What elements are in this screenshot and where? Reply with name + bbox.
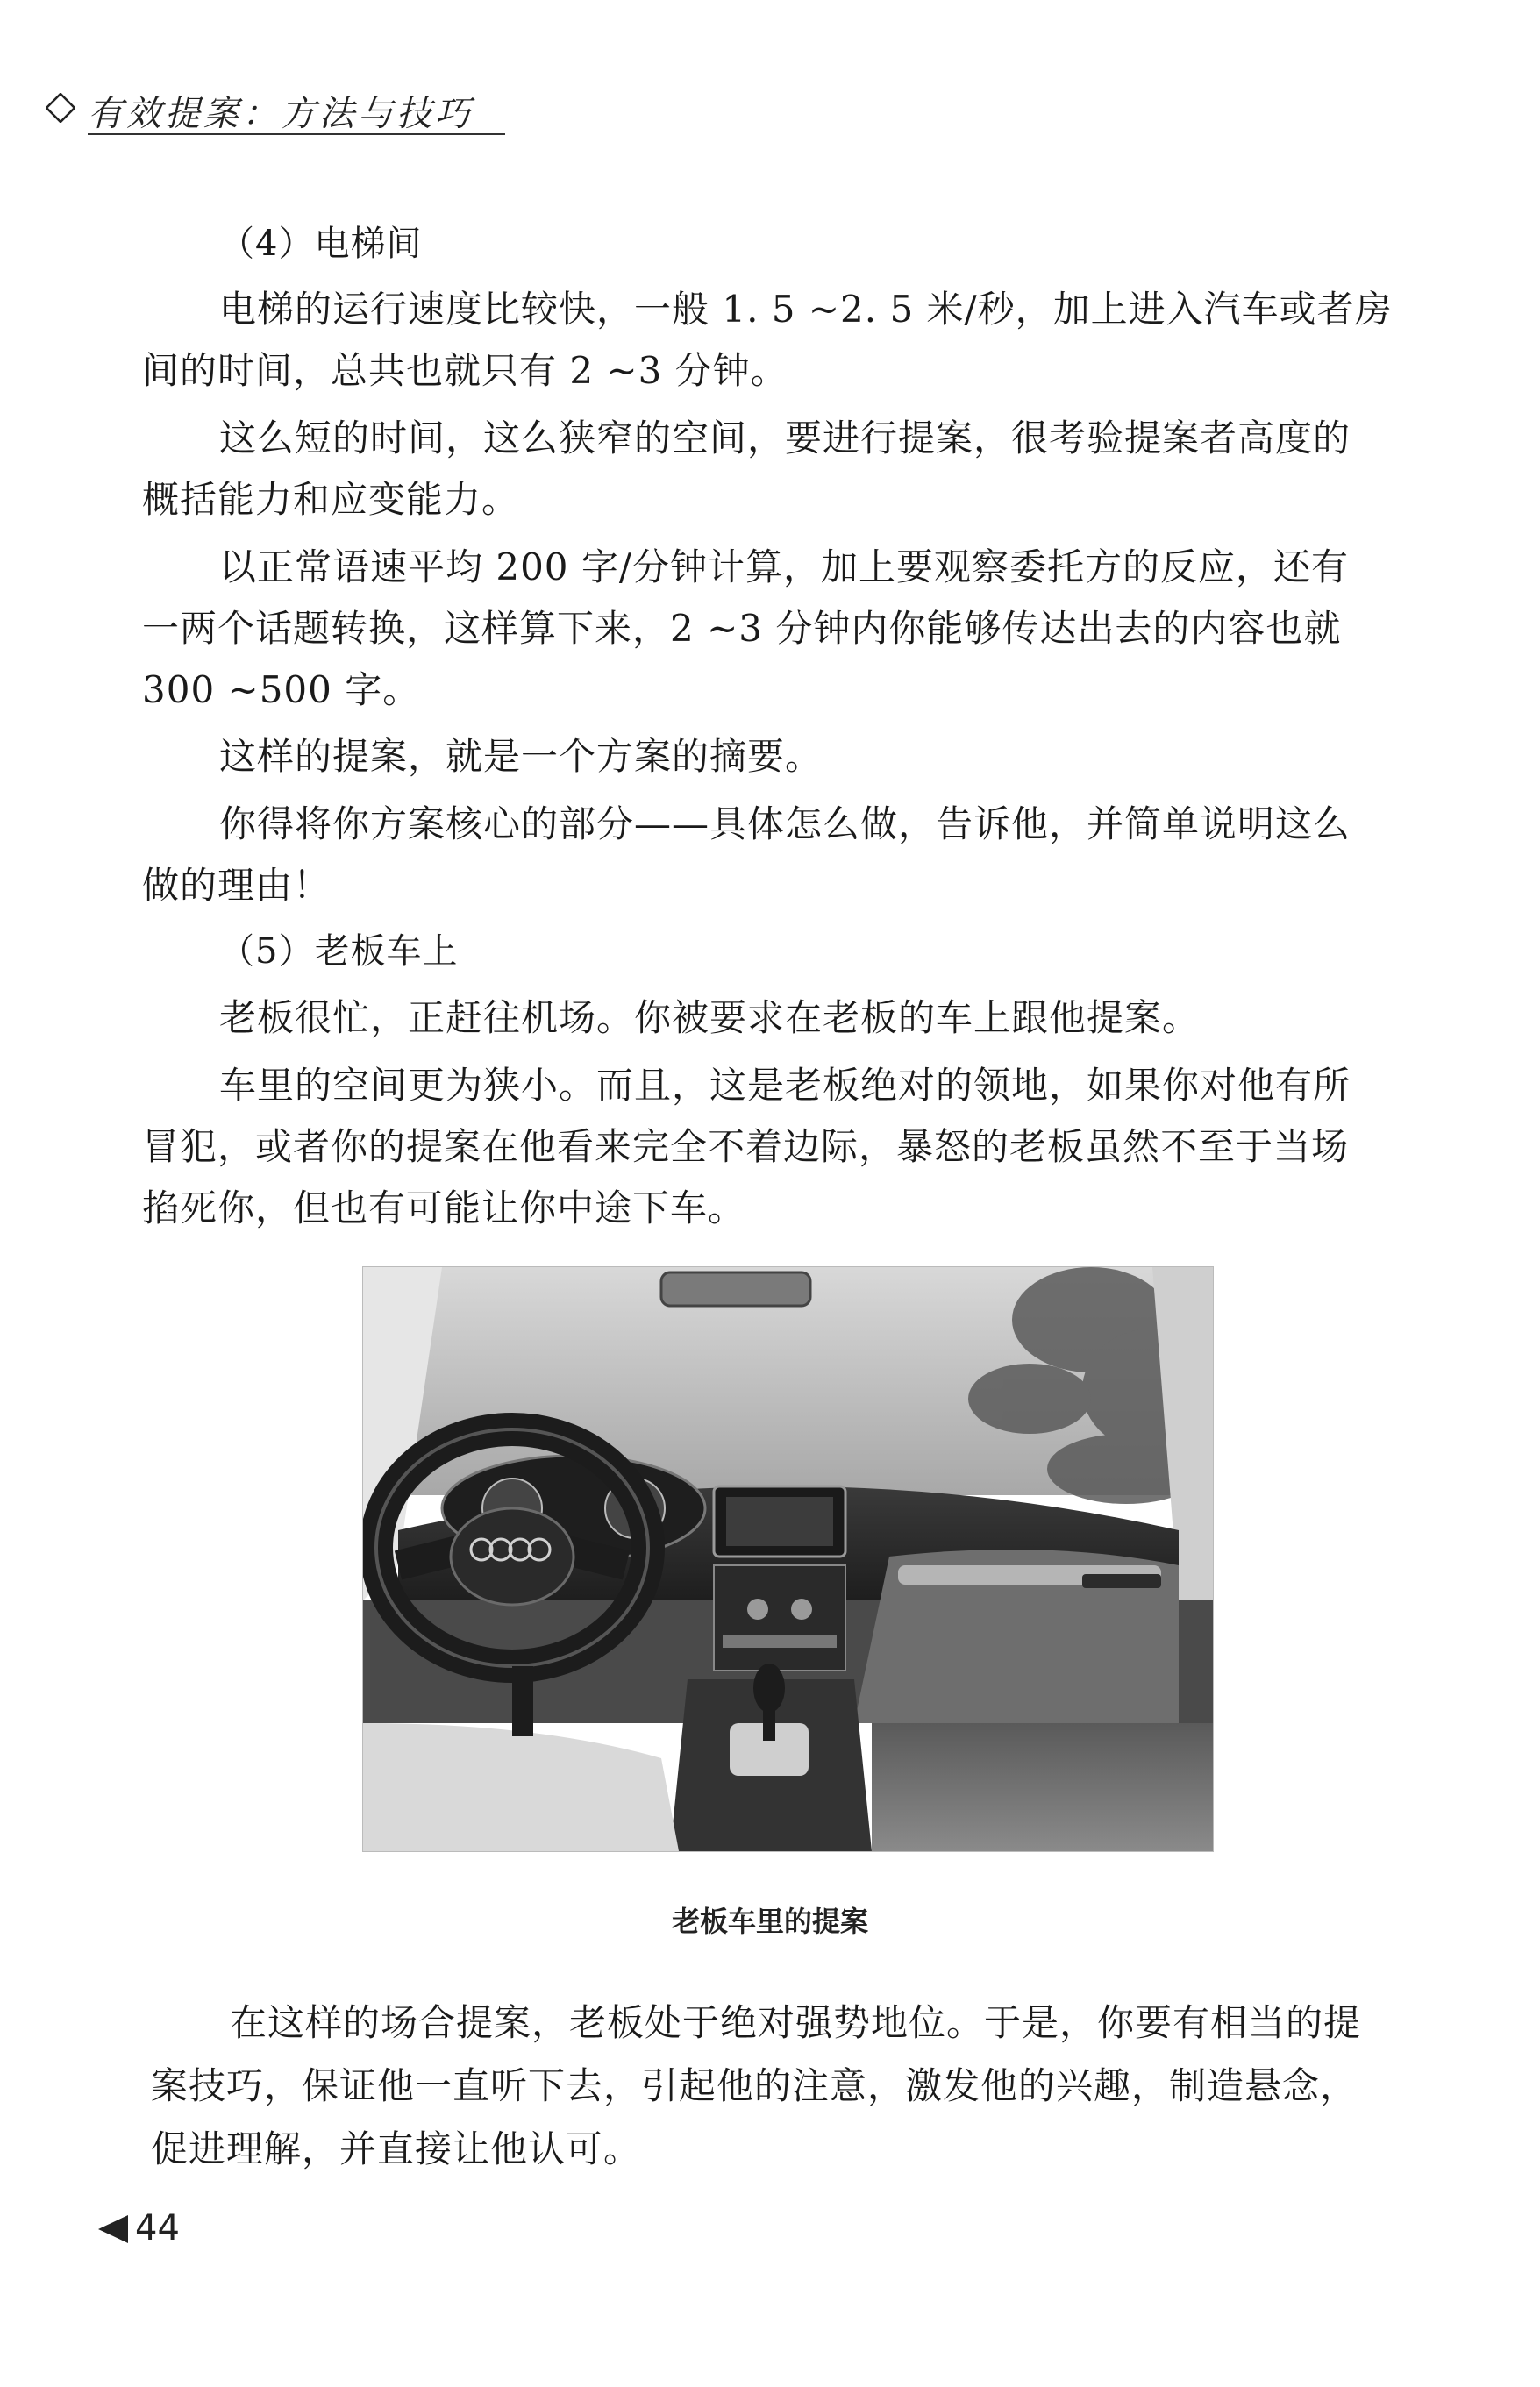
header-rule [88, 133, 505, 135]
paragraph-8 [230, 1992, 1510, 2054]
paragraph-line: 300 ~500 字。 [142, 668, 421, 711]
paragraph-1 [219, 279, 1500, 340]
paragraph-line: 你得将你方案核心的部分——具体怎么做，告诉他，并简单说明这么 [219, 802, 1351, 845]
paragraph-line: 以正常语速平均 200 字/分钟计算，加上要观察委托方的反应，还有 [219, 545, 1350, 588]
paragraph-line: 促进理解，并直接让他认可。 [151, 2127, 642, 2170]
paragraph-line: 做的理由！ [142, 864, 332, 907]
left-triangle-icon [98, 2215, 128, 2243]
paragraph-3-cont2 [142, 659, 1422, 721]
paragraph-line: 间的时间，总共也就只有 2 ~3 分钟。 [142, 349, 788, 392]
paragraph-7 [219, 1055, 1500, 1116]
paragraph-8-cont2 [151, 2119, 1431, 2180]
car-interior-photo [362, 1266, 1214, 1852]
paragraph-line: 案技巧，保证他一直听下去，引起他的注意，激发他的兴趣，制造悬念， [151, 2064, 1358, 2107]
paragraph-5 [219, 794, 1500, 855]
paragraph-1-cont [142, 340, 1422, 402]
paragraph-line: 这么短的时间，这么狭窄的空间，要进行提案，很考验提案者高度的 [219, 417, 1351, 460]
running-title: 有效提案：方法与技巧 [88, 94, 474, 134]
paragraph-7-cont2 [142, 1178, 1422, 1239]
paragraph-line: 掐死你，但也有可能让你中途下车。 [142, 1186, 746, 1229]
paragraph-6: 老板很忙，正赶往机场。你被要求在老板的车上跟他提案。 [219, 996, 1201, 1039]
paragraph-line: 冒犯，或者你的提案在他看来完全不着边际，暴怒的老板虽然不至于当场 [142, 1125, 1350, 1168]
car-interior-image [363, 1267, 1213, 1851]
diamond-icon [46, 93, 75, 123]
paragraph-line: 在这样的场合提案，老板处于绝对强势地位。于是，你要有相当的提 [230, 2001, 1362, 2044]
paragraph-3 [219, 537, 1500, 598]
paragraph-8-cont [151, 2056, 1431, 2117]
paragraph-5-cont [142, 855, 1422, 916]
section-heading-5: （5）老板车上 [219, 931, 459, 972]
section-heading-4: （4）电梯间 [219, 224, 423, 264]
paragraph-line: 车里的空间更为狭小。而且，这是老板绝对的领地，如果你对他有所 [219, 1064, 1351, 1107]
figure-caption: 老板车里的提案 [671, 1905, 868, 1938]
paragraph-3-cont [142, 598, 1422, 659]
paragraph-7-cont [142, 1116, 1422, 1178]
page-number: 44 [135, 2208, 180, 2248]
paragraph-2-cont [142, 469, 1422, 531]
paragraph-line: 概括能力和应变能力。 [142, 478, 520, 521]
paragraph-4: 这样的提案，就是一个方案的摘要。 [219, 735, 823, 778]
paragraph-line: 电梯的运行速度比较快，一般 1. 5 ~2. 5 米/秒，加上进入汽车或者房 [219, 288, 1393, 331]
paragraph-line: 一两个话题转换，这样算下来，2 ~3 分钟内你能够传达出去的内容也就 [142, 607, 1342, 650]
running-header [46, 81, 474, 134]
paragraph-2 [219, 408, 1500, 469]
